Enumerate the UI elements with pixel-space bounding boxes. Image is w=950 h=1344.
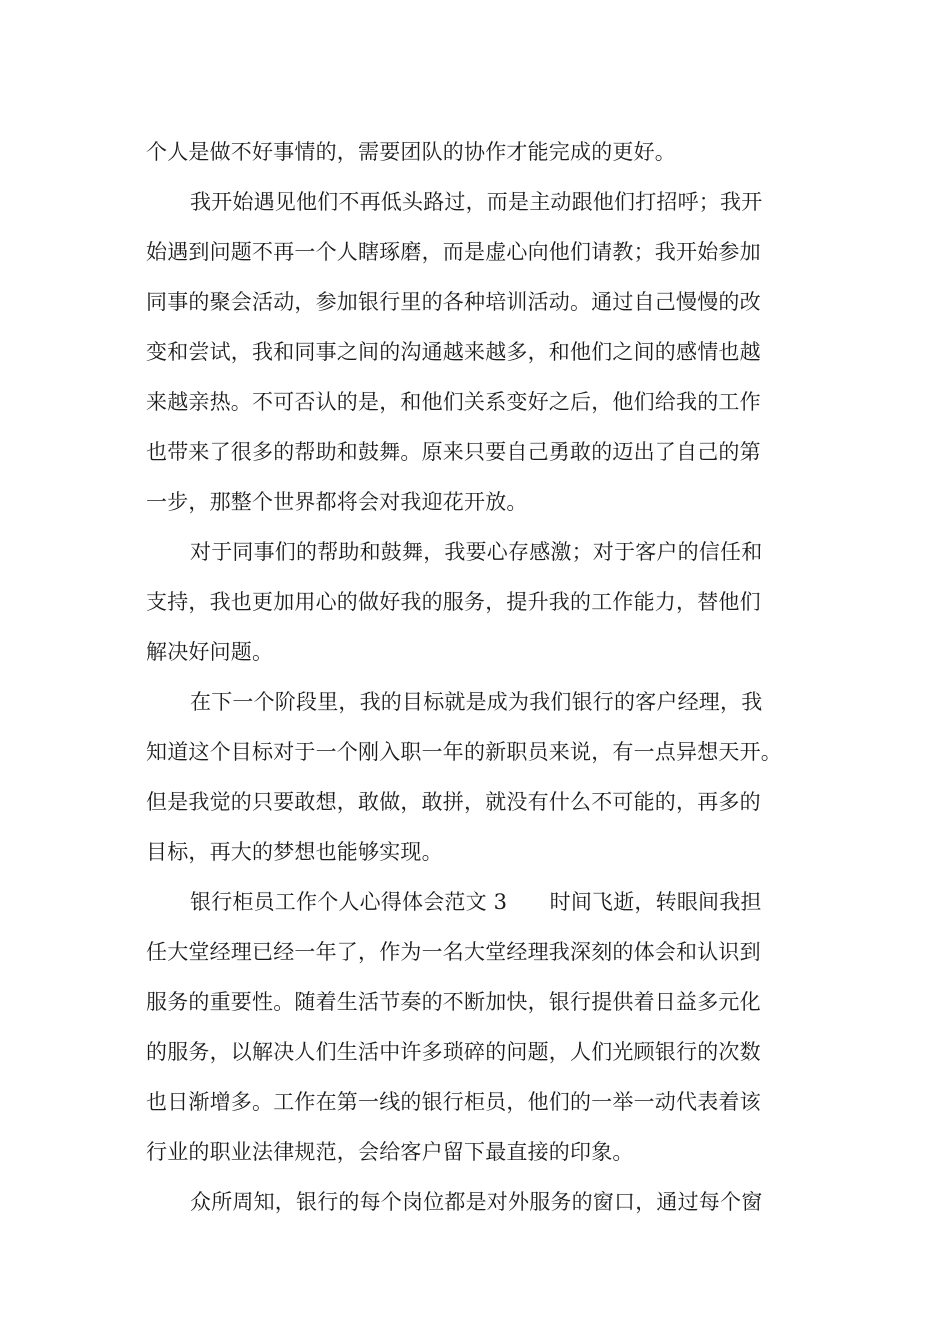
text-line: 支持，我也更加用心的做好我的服务，提升我的工作能力，替他们 [146, 590, 761, 614]
text-line: 也日渐增多。工作在第一线的银行柜员，他们的一举一动代表着该 [146, 1090, 761, 1114]
text-line: 在下一个阶段里，我的目标就是成为我们银行的客户经理，我 [190, 690, 763, 714]
text-line: 解决好问题。 [146, 640, 274, 664]
text-line: 行业的职业法律规范，会给客户留下最直接的印象。 [146, 1140, 634, 1164]
text-line: 同事的聚会活动，参加银行里的各种培训活动。通过自己慢慢的改 [146, 290, 761, 314]
text-line: 目标，再大的梦想也能够实现。 [146, 840, 443, 864]
text-line: 的服务，以解决人们生活中许多琐碎的问题，人们光顾银行的次数 [146, 1040, 761, 1064]
text-line: 任大堂经理已经一年了，作为一名大堂经理我深刻的体会和认识到 [146, 940, 761, 964]
text-line: 对于同事们的帮助和鼓舞，我要心存感激；对于客户的信任和 [190, 540, 763, 564]
text-line: 我开始遇见他们不再低头路过，而是主动跟他们打招呼；我开 [190, 190, 763, 214]
text-line: 一步，那整个世界都将会对我迎花开放。 [146, 490, 528, 514]
text-line: 来越亲热。不可否认的是，和他们关系变好之后，他们给我的工作 [146, 390, 761, 414]
text-line: 始遇到问题不再一个人瞎琢磨，而是虚心向他们请教；我开始参加 [146, 240, 761, 264]
text-line: 个人是做不好事情的，需要团队的协作才能完成的更好。 [146, 140, 676, 164]
text-line: 也带来了很多的帮助和鼓舞。原来只要自己勇敢的迈出了自己的第 [146, 440, 761, 464]
text-line: 服务的重要性。随着生活节奏的不断加快，银行提供着日益多元化 [146, 990, 761, 1014]
text-line: 银行柜员工作个人心得体会范文 3 时间飞逝，转眼间我担 [190, 890, 762, 914]
text-line: 众所周知，银行的每个岗位都是对外服务的窗口，通过每个窗 [190, 1190, 763, 1214]
text-line: 知道这个目标对于一个刚入职一年的新职员来说，有一点异想天开。 [146, 740, 782, 764]
text-line: 变和尝试，我和同事之间的沟通越来越多，和他们之间的感情也越 [146, 340, 761, 364]
text-line: 但是我觉的只要敢想，敢做，敢拼，就没有什么不可能的，再多的 [146, 790, 761, 814]
